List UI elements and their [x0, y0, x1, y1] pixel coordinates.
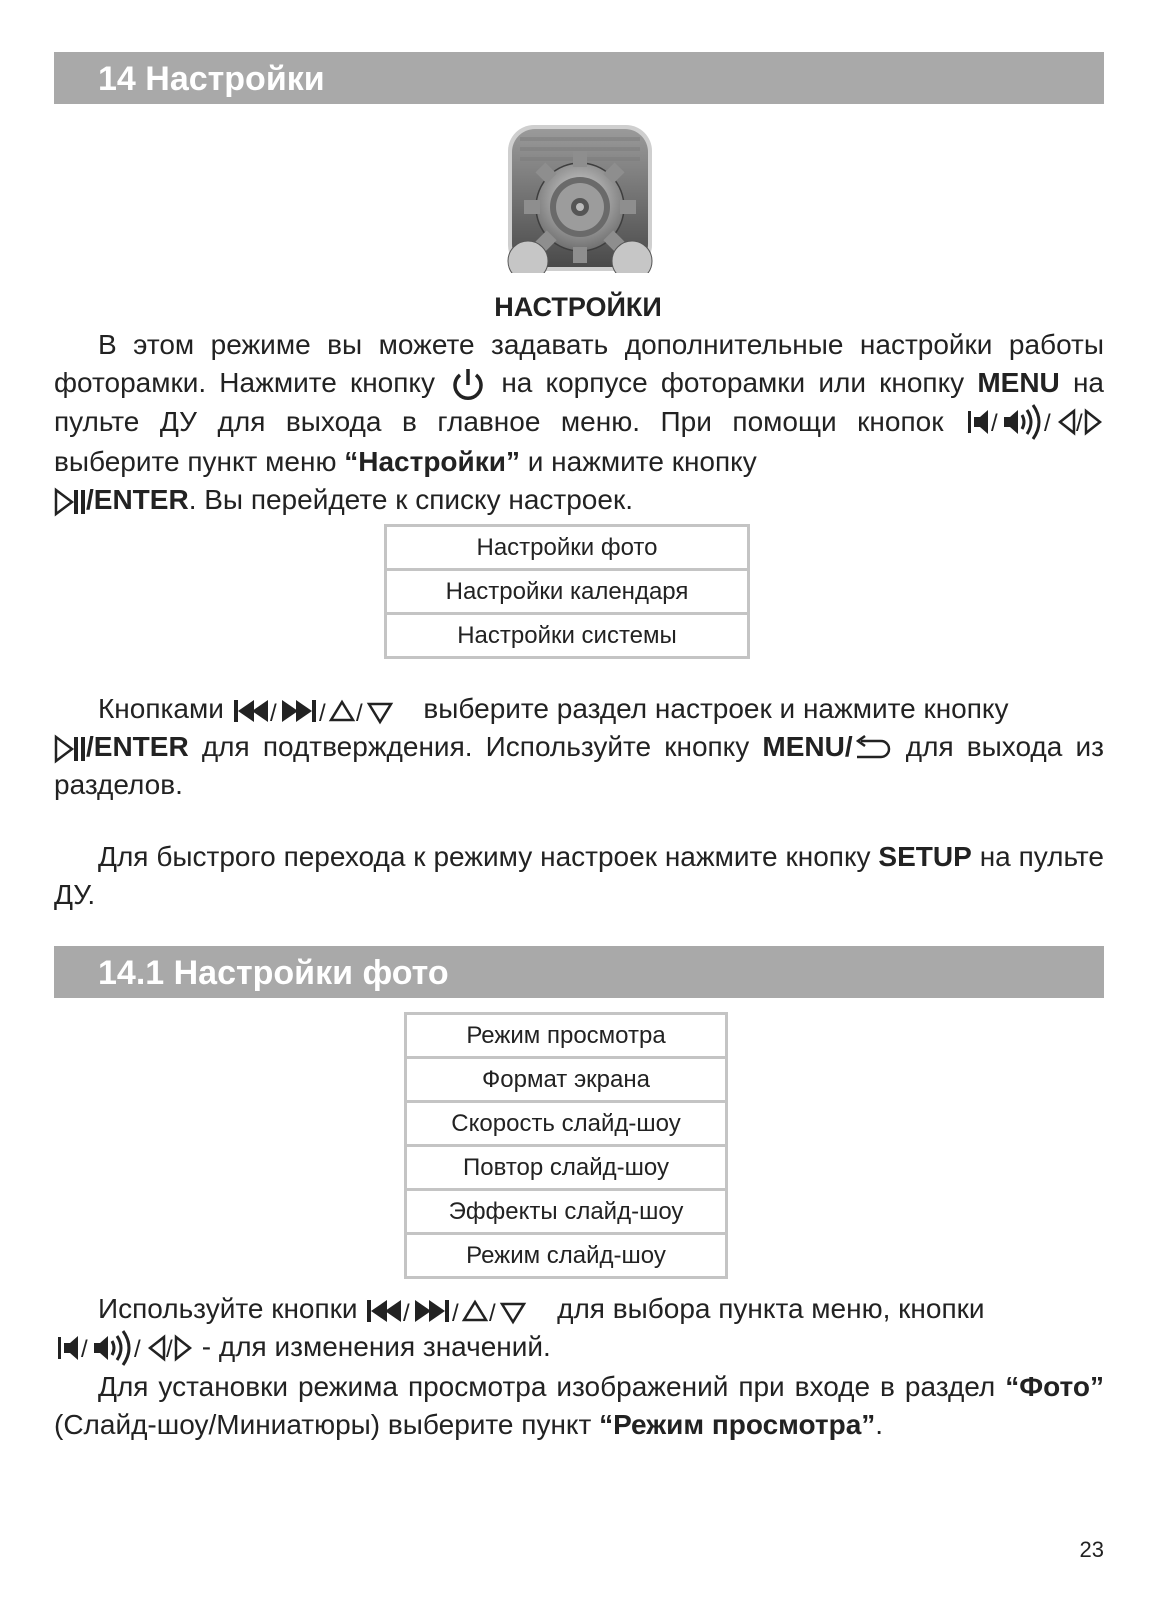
svg-text:/: /	[403, 1299, 410, 1326]
text: (Слайд-шоу/Миниатюры) выберите пункт	[54, 1409, 592, 1440]
photo-nav-paragraph	[54, 1290, 1104, 1369]
text: В этом режиме вы можете задавать дополнительные настройки работы фоторамки. Нажмите кнопку	[54, 329, 1104, 398]
svg-text:/: /	[489, 1299, 496, 1326]
menu-row: Настройки календаря	[386, 570, 749, 614]
icon-caption: НАСТРОЙКИ	[494, 292, 662, 322]
svg-text:/: /	[318, 699, 326, 726]
page-number: 23	[1079, 1537, 1104, 1562]
text: для выхода из разделов.	[54, 731, 1104, 800]
quote-photo: “Фото”	[1005, 1371, 1104, 1402]
svg-text:/: /	[452, 1299, 459, 1326]
svg-text:/: /	[166, 1335, 173, 1363]
menu-row: Настройки фото	[386, 526, 749, 570]
nav-buttons-icon	[232, 696, 416, 726]
setup-paragraph	[54, 838, 1104, 914]
menu-row: Формат экрана	[406, 1058, 727, 1102]
navigation-paragraph	[54, 690, 1104, 804]
menu-row: Режим слайд-шоу	[406, 1234, 727, 1278]
svg-text:/: /	[355, 699, 363, 726]
menu-key: MENU/	[762, 731, 853, 762]
nav-buttons-icon	[365, 1296, 549, 1326]
menu-row: Режим просмотра	[406, 1014, 727, 1058]
menu-item-quote: “Настройки”	[344, 446, 520, 478]
text: выберите пункт меню	[54, 446, 337, 478]
photo-settings-menu-table	[404, 1012, 728, 1279]
text: .	[875, 1409, 884, 1440]
text: Для быстрого перехода к режиму настроек нажмите кнопку	[98, 841, 871, 872]
text: Для установки режима просмотра изображений при входе в раздел	[98, 1371, 996, 1402]
menu-row: Повтор слайд-шоу	[406, 1146, 727, 1190]
svg-text:/: /	[991, 410, 998, 438]
text: для выбора пункта меню, кнопки	[557, 1293, 985, 1324]
menu-row: Настройки системы	[386, 614, 749, 658]
settings-gear-icon	[506, 123, 654, 273]
return-icon	[853, 735, 893, 763]
quote-view-mode: “Режим просмотра”	[599, 1409, 876, 1440]
play-pause-icon	[54, 734, 86, 764]
text: и нажмите кнопку	[527, 446, 757, 478]
text: Используйте кнопки	[98, 1293, 358, 1324]
intro-paragraph	[54, 326, 1104, 519]
text: на пульте ДУ.	[54, 841, 1104, 910]
volume-buttons-icon	[54, 1329, 194, 1369]
menu-row: Скорость слайд-шоу	[406, 1102, 727, 1146]
volume-buttons-icon	[964, 403, 1104, 443]
section-heading-settings: 14 Настройки	[54, 52, 1104, 104]
section-heading-photo-settings: 14.1 Настройки фото	[54, 946, 1104, 998]
view-mode-paragraph	[54, 1368, 1104, 1444]
menu-row: Эффекты слайд-шоу	[406, 1190, 727, 1234]
text: Кнопками	[98, 693, 224, 724]
play-pause-icon	[54, 487, 86, 517]
svg-text:/: /	[1076, 410, 1083, 438]
svg-text:/: /	[81, 1335, 88, 1363]
text: - для изменения значений.	[201, 1331, 551, 1362]
power-icon	[448, 367, 488, 403]
settings-menu-table	[384, 524, 750, 659]
svg-text:/: /	[134, 1335, 141, 1363]
menu-key: MENU	[977, 367, 1060, 398]
svg-text:/: /	[1044, 410, 1051, 438]
text: на пульте ДУ для выхода в главное меню. При помощи кнопок	[54, 367, 1104, 437]
text: для подтверждения. Используйте кнопку	[201, 731, 750, 762]
text: выберите раздел настроек и нажмите кнопку	[423, 693, 1009, 724]
text: . Вы перейдете к списку настроек.	[188, 484, 633, 516]
setup-key: SETUP	[878, 841, 972, 872]
text: на корпусе фоторамки или кнопку	[501, 367, 965, 398]
svg-text:/: /	[269, 699, 277, 726]
enter-key: /ENTER	[86, 731, 189, 762]
enter-key: /ENTER	[86, 484, 189, 516]
